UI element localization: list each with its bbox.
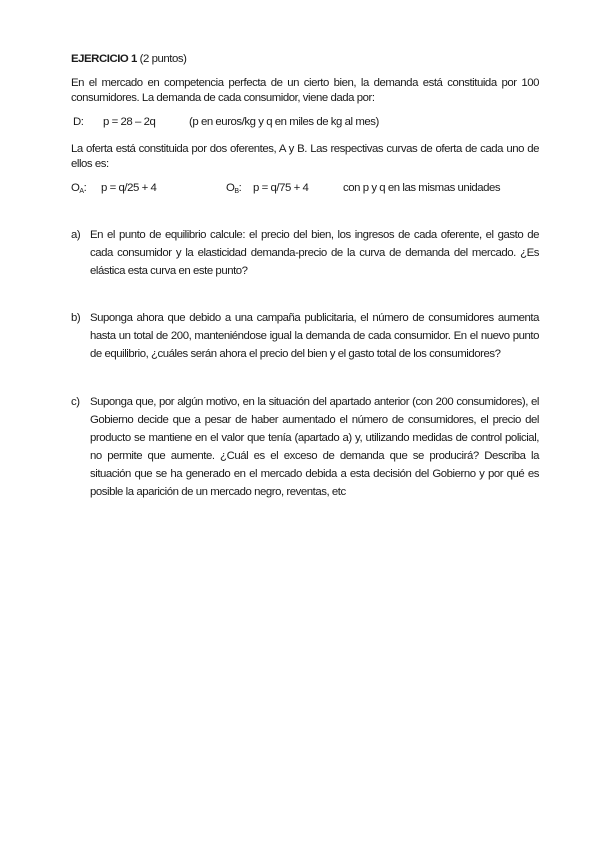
supply-units-note: con p y q en las mismas unidades <box>343 182 501 194</box>
supply-a-equation: p = q/25 + 4 <box>101 182 157 194</box>
demand-units-note: (p en euros/kg y q en miles de kg al mes) <box>189 116 379 128</box>
question-b <box>71 309 539 363</box>
supply-intro-paragraph: La oferta está constituida por dos oferentes, A y B. Las respectivas curvas de oferta de cada uno de ellos es: <box>71 143 539 170</box>
question-b-text: Suponga ahora que debido a una campaña publicitaria, el número de consumidores aumenta hasta un total de 200, manteniéndose igual la demanda de cada consumidor. En el nuevo punto de equilibrio, ¿cuáles serán ahora el precio del bien y el gasto total de los consumidores? <box>90 312 539 360</box>
exercise-page <box>71 52 539 501</box>
question-b-letter: b) <box>71 312 81 324</box>
intro-paragraph: En el mercado en competencia perfecta de un cierto bien, la demanda está constituida por 100 consumidores. La demanda de cada consumidor, viene dada por: <box>71 77 539 104</box>
supply-a-label: $O_A$: <box>71 182 87 195</box>
question-c-text: Suponga que, por algún motivo, en la situación del apartado anterior (con 200 consumidores), el Gobierno decide que a pesar de haber aumentado el número de consumidores, el precio del producto se mantiene en el valor que tenía (apartado a) y, utilizando medidas de control policial, no permite que aumente. ¿Cuál es el exceso de demanda que se producirá? Describa la situación que se ha generado en el mercado debida a esta decisión del Gobierno y por qué es posible la aparición de un mercado negro, reventas, etc <box>90 396 539 498</box>
question-a-letter: a) <box>71 229 81 241</box>
question-a-text: En el punto de equilibrio calcule: el precio del bien, los ingresos de cada oferente, el gasto de cada consumidor y la elasticidad demanda-precio de la curva de demanda del mercado. ¿Es elástica esta curva en este punto? <box>90 229 539 277</box>
exercise-title <box>71 52 539 67</box>
exercise-title-bold: EJERCICIO 1 <box>71 53 137 65</box>
supply-formulas <box>71 181 539 196</box>
supply-b-label: $O_B$: <box>226 182 242 195</box>
question-c-letter: c) <box>71 396 80 408</box>
question-c <box>71 393 539 501</box>
supply-b-equation: p = q/75 + 4 <box>253 182 309 194</box>
demand-label: D: <box>73 116 84 128</box>
exercise-title-points: (2 puntos) <box>136 53 187 65</box>
demand-equation: p = 28 – 2q <box>103 116 156 128</box>
demand-formula <box>71 115 539 130</box>
question-a <box>71 226 539 280</box>
